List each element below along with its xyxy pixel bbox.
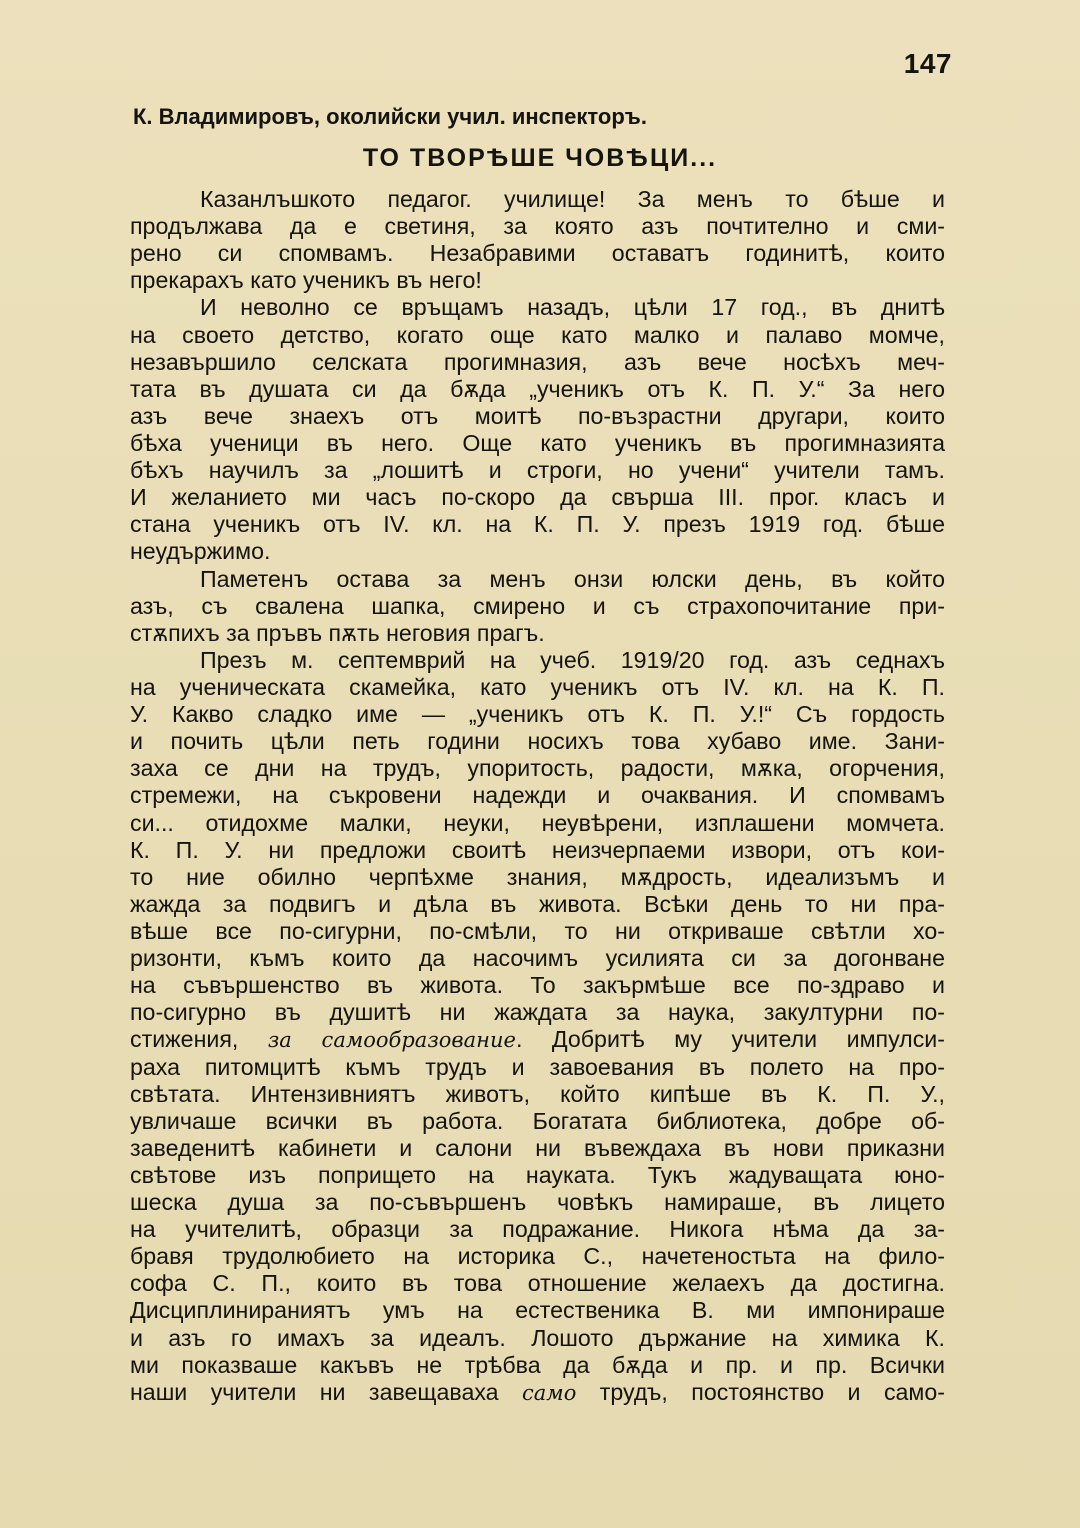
- paragraph-line: на ученическата скамейка, като ученикъ отъ IV. кл. на К. П.: [130, 673, 945, 700]
- paragraph-line: К. П. У. ни предложи своитѣ неизчерпаеми извори, отъ кои-: [130, 836, 945, 863]
- paragraph-line: на своето детство, когато още като малко и палаво момче,: [130, 321, 945, 348]
- paragraph-line: свѣтове изъ попрището на науката. Тукъ жадуващата юно-: [130, 1161, 945, 1188]
- paragraph-line: прекарахъ като ученикъ въ него!: [130, 267, 482, 294]
- paragraph-line: заведенитѣ кабинети и салони ни въвеждаха въ нови приказни: [130, 1134, 945, 1161]
- paragraph-line: рено си спомвамъ. Незабравими оставатъ годинитѣ, които: [130, 240, 945, 267]
- emphasized-text: за самообразование: [267, 1028, 516, 1053]
- paragraph-line: увличаше всички въ работа. Богатата библиотека, добре об-: [130, 1107, 945, 1134]
- line-text-start: наши учители ни завещаваха: [130, 1378, 523, 1405]
- paragraph-line: бравя трудолюбието на историка С., начетеностьта на фило-: [130, 1243, 945, 1270]
- line-text-end: . Добритѣ му учители импулси-: [515, 1026, 945, 1053]
- paragraph-line: свѣтата. Интензивниятъ животъ, който кипѣше въ К. П. У.,: [130, 1080, 945, 1107]
- paragraph-line: на учителитѣ, образци за подражание. Никога нѣма да за-: [130, 1216, 945, 1243]
- paragraph-line: шеска душа за по-съвършенъ човѣкъ намираше, въ лицето: [130, 1189, 945, 1216]
- paragraph-line: ризонти, къмъ които да насочимъ усилията си за догонване: [130, 945, 945, 972]
- paragraph-line: Казанлъшкото педагог. училище! За менъ то бѣше и: [200, 186, 945, 212]
- article-body: [130, 186, 945, 1406]
- paragraph-line: Паметенъ остава за менъ онзи юлски день, въ който: [200, 565, 945, 592]
- paragraph-line: неудържимо.: [130, 538, 271, 565]
- paragraph-line: стана ученикъ отъ IV. кл. на К. П. У. презъ 1919 год. бѣше: [130, 511, 945, 538]
- paragraph-line: и азъ го имахъ за идеалъ. Лошото държание на химика К.: [130, 1324, 945, 1351]
- paragraph-line: на съвършенство въ живота. То закърмѣше все по-здраво и: [130, 972, 945, 999]
- paragraph-line: тата въ душата си да бѫда „ученикъ отъ К. П. У.“ За него: [130, 375, 945, 402]
- page-number: 147: [903, 48, 952, 79]
- paragraph-line: У. Какво сладко име — „ученикъ отъ К. П. У.!“ Съ гордость: [130, 701, 945, 728]
- paragraph-line: заха се дни на трудъ, упоритость, радости, мѫка, огорчения,: [130, 755, 945, 782]
- line-text-end: трудъ, постоянство и само-: [576, 1378, 945, 1405]
- article-byline: К. Владимировъ, околийски учил. инспекторъ.: [133, 104, 647, 129]
- paragraph-line: си... отидохме малки, неуки, неувѣрени, изплашени момчета.: [130, 809, 945, 836]
- paragraph-line: продължава да е светиня, за която азъ почтително и сми-: [130, 213, 945, 240]
- paragraph-line: азъ, съ свалена шапка, смирено и съ страхопочитание при-: [130, 592, 945, 619]
- paragraph-line: [130, 1379, 945, 1406]
- paragraph-line: ми показваше какъвъ не трѣбва да бѫда и пр. и пр. Всички: [130, 1351, 945, 1378]
- paragraph-line: по-сигурно въ душитѣ ни жаждата за наука, закултурни по-: [130, 999, 945, 1026]
- paragraph-line: [130, 1026, 945, 1053]
- paragraph-line: незавършило селската прогимназия, азъ вече носѣхъ меч-: [130, 348, 945, 375]
- line-text-start: стижения,: [130, 1026, 268, 1053]
- paragraph-line: Дисциплинираниятъ умъ на естественика В. ми импонираше: [130, 1297, 945, 1324]
- paragraph-line: бѣхъ научилъ за „лошитѣ и строги, но учени“ учители тамъ.: [130, 457, 945, 484]
- paragraph-line: И неволно се връщамъ назадъ, цѣли 17 год., въ днитѣ: [200, 294, 945, 321]
- paragraph-line: вѣше все по-сигурни, по-смѣли, то ни откриваше свѣтли хо-: [130, 917, 945, 944]
- paragraph-line: софа С. П., които въ това отношение желаехъ да достигна.: [130, 1270, 945, 1297]
- paragraph-line: то ние обилно черпѣхме знания, мѫдрость, идеализъмъ и: [130, 863, 945, 890]
- paragraph-line: бѣха ученици въ него. Още като ученикъ въ прогимназията: [130, 429, 945, 456]
- paragraph-line: раха питомцитѣ къмъ трудъ и завоевания въ полето на про-: [130, 1053, 945, 1080]
- paragraph-line: стремежи, на съкровени надежди и очаквания. И спомвамъ: [130, 782, 945, 809]
- paragraph-line: азъ вече знаехъ отъ моитѣ по-възрастни другари, които: [130, 402, 945, 429]
- paragraph-line: жажда за подвигъ и дѣла въ живота. Всѣки день то ни пра-: [130, 890, 945, 917]
- paragraph-line: Презъ м. септемврий на учеб. 1919/20 год. азъ седнахъ: [200, 646, 945, 673]
- paragraph-line: и почить цѣли петь години носихъ това хубаво име. Зани-: [130, 728, 945, 755]
- article-title: ТО ТВОРѢШЕ ЧОВѢЦИ...: [362, 144, 718, 172]
- paragraph-line: стѫпихъ за пръвъ пѫть неговия прагъ.: [130, 619, 545, 646]
- emphasized-text: само: [522, 1380, 577, 1405]
- paragraph-line: И желанието ми часъ по-скоро да свърша III. прог. класъ и: [130, 484, 945, 511]
